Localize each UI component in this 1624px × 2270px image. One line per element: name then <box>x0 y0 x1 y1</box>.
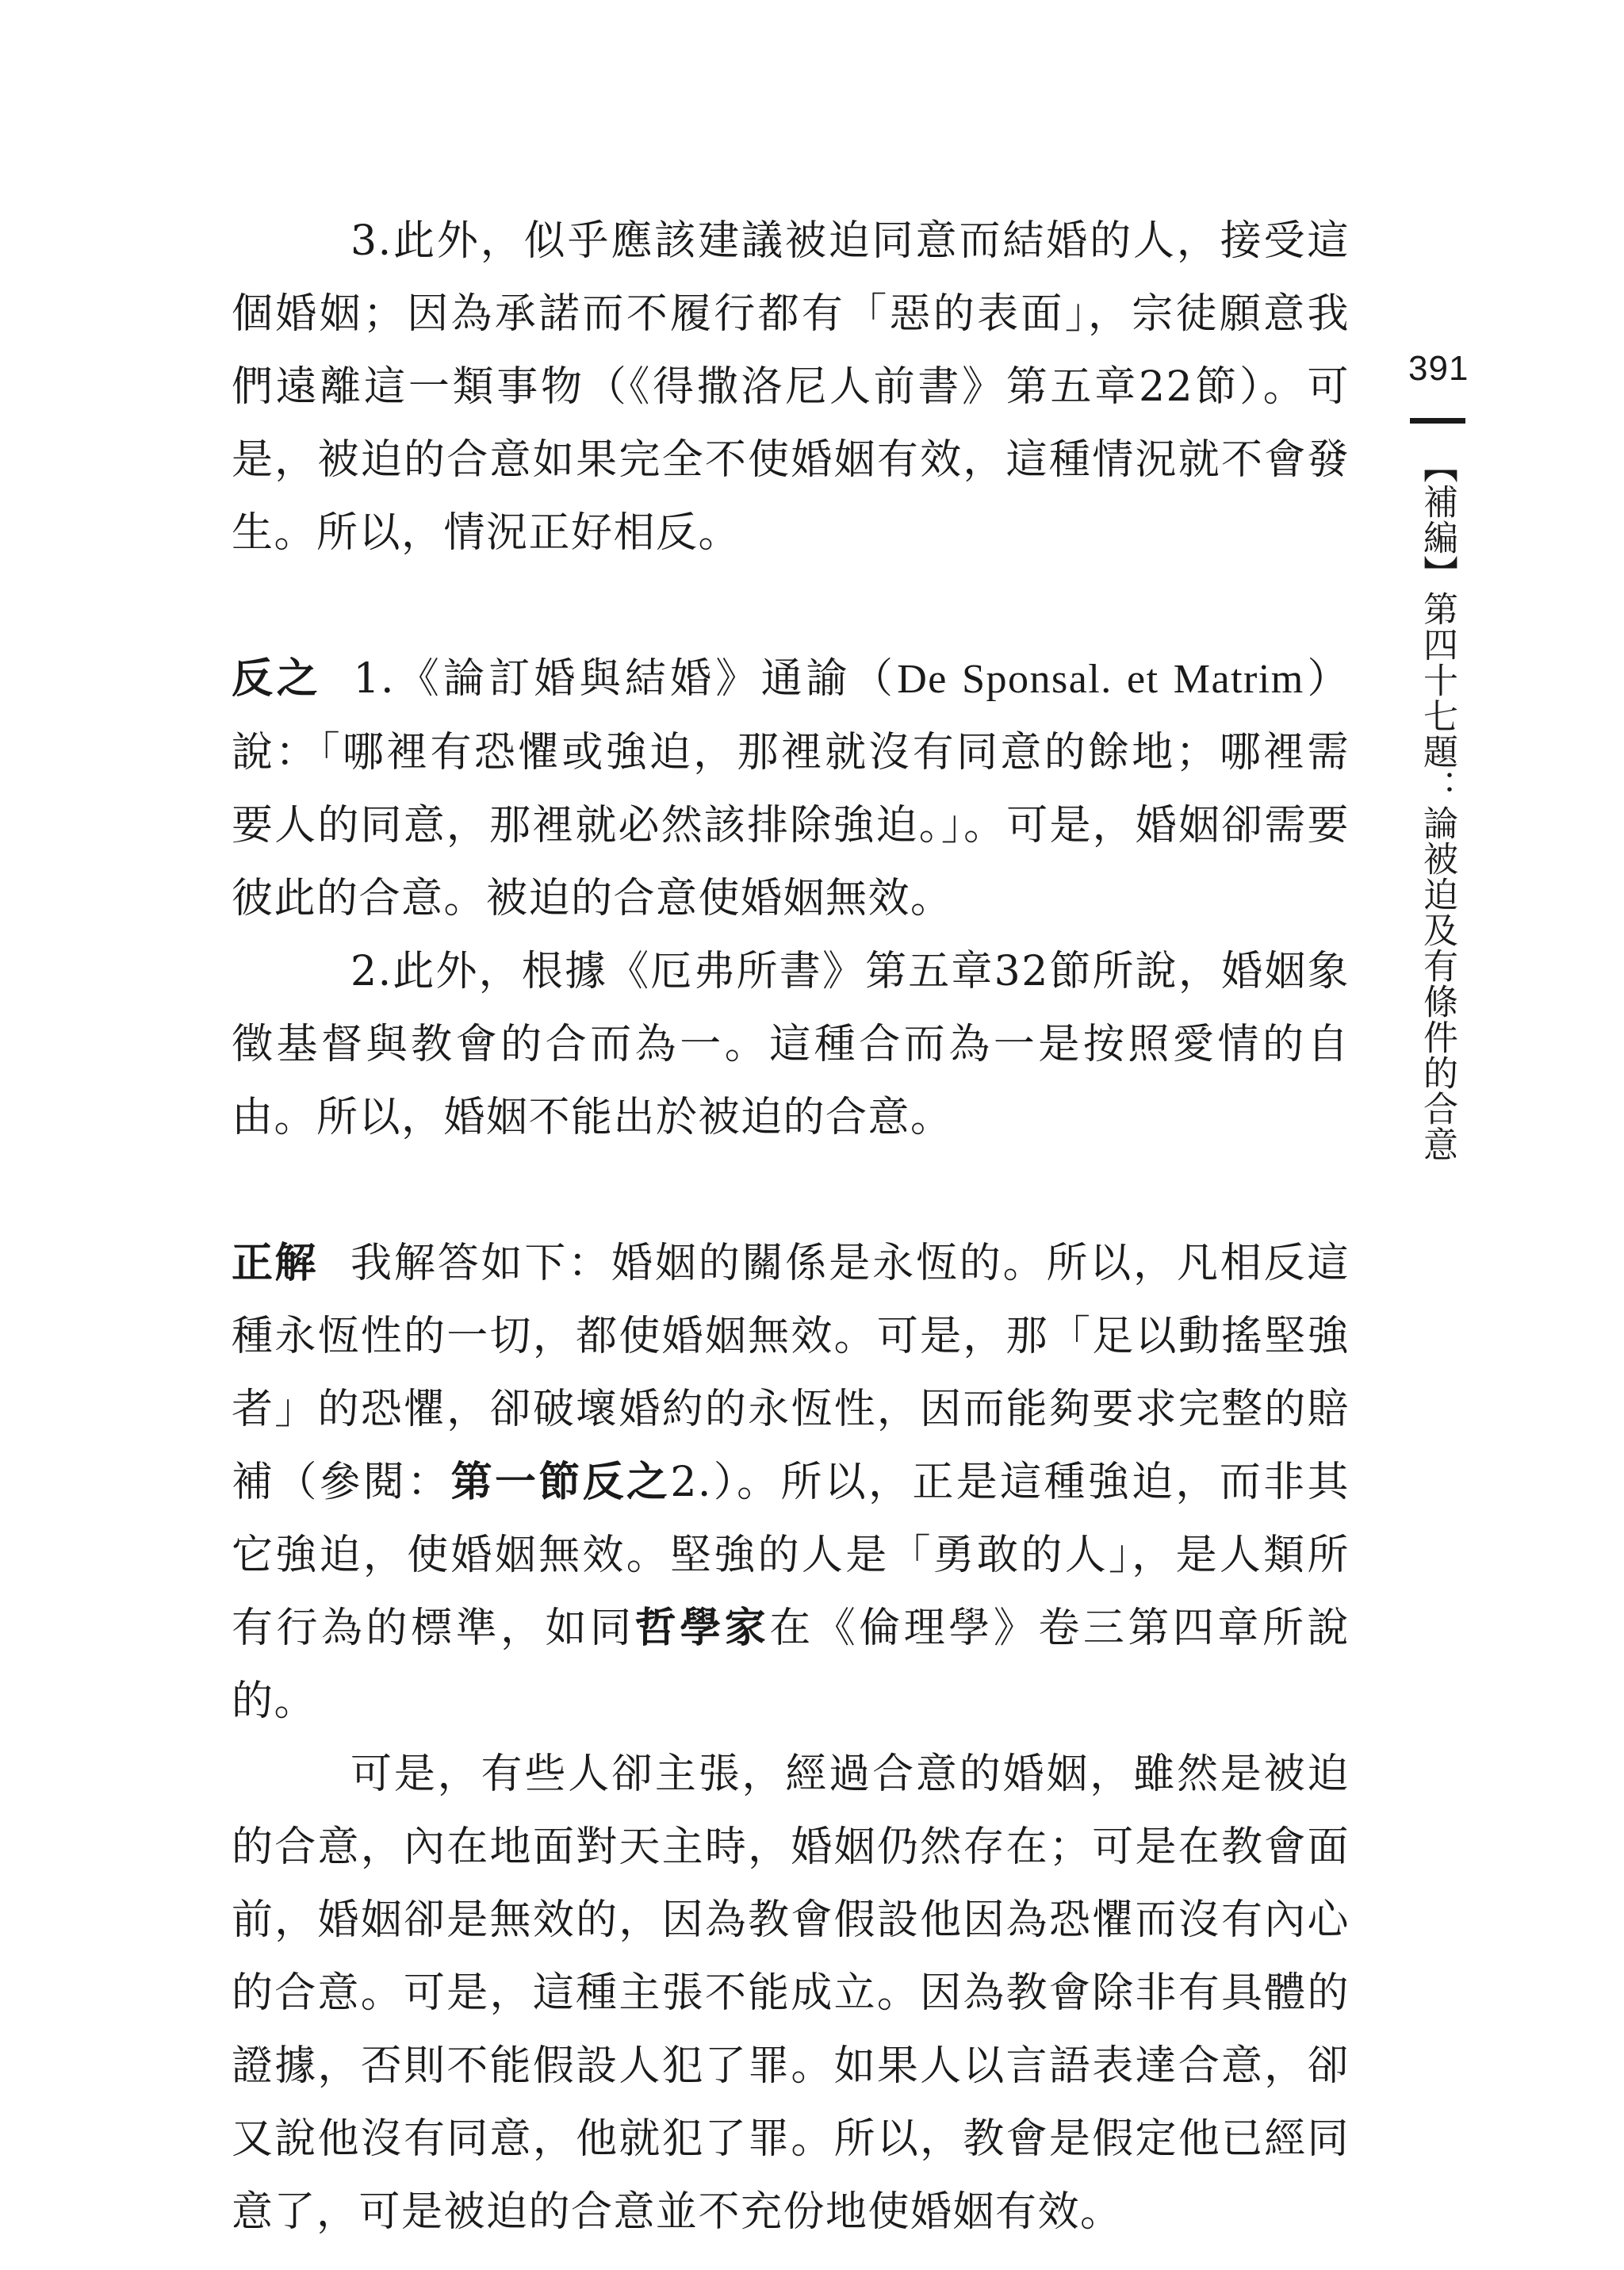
running-header: 【補編】第四十七題：論被迫及有條件的合意 <box>1417 448 1457 1162</box>
answer-text-b: 2.）。所以，正是這種強迫，而非其它強迫，使婚姻無效。堅強的人是「勇敢的人」，是人類所有行為的標準，如同 <box>232 1459 1350 1652</box>
cross-reference: 第一節反之 <box>450 1459 671 1506</box>
latin-title: De Sponsal. et Matrim <box>897 657 1304 702</box>
sed-contra-paragraph-1 <box>232 642 1350 935</box>
sed-contra-heading: 反之 <box>232 655 322 703</box>
answer-text-a: 我解答如下：婚姻的關係是永恆的。所以，凡相反這種永恆性的一切，都使婚姻無效。可是，那「足以動搖堅強者」的恐懼，卻破壞婚約的永恆性，因而能夠要求完整的賠補（參閱： <box>232 1240 1350 1506</box>
body-text <box>232 205 1350 2249</box>
sed-contra-1-rest: ）說：「哪裡有恐懼或強迫，那裡就沒有同意的餘地；哪裡需要人的同意，那裡就必然該排除強迫。」。可是，婚姻卻需要彼此的合意。被迫的合意使婚姻無效。 <box>232 655 1350 922</box>
answer-paragraph-1 <box>232 1227 1350 1738</box>
section-gap <box>232 1154 1350 1227</box>
answer-text-c: 在《倫理學》卷三第四章所說的。 <box>232 1605 1350 1725</box>
objection-paragraph-3: 3.此外，似乎應該建議被迫同意而結婚的人，接受這個婚姻；因為承諾而不履行都有「惡的表面」，宗徒願意我們遠離這一類事物（《得撒洛尼人前書》第五章22節）。可是，被迫的合意如果完全不使婚姻有效，這種情況就不會發生。所以，情況正好相反。 <box>232 217 1350 557</box>
philosopher-term: 哲學家 <box>634 1605 770 1652</box>
sed-contra-paragraph-2: 2.此外，根據《厄弗所書》第五章32節所說，婚姻象徵基督與教會的合而為一。這種合而為一是按照愛情的自由。所以，婚姻不能出於被迫的合意。 <box>232 948 1350 1141</box>
page-number: 391 <box>1408 349 1469 388</box>
section-gap <box>232 569 1350 642</box>
margin-rule <box>1410 418 1465 424</box>
answer-paragraph-2: 可是，有些人卻主張，經過合意的婚姻，雖然是被迫的合意，內在地面對天主時，婚姻仍然存在；可是在教會面前，婚姻卻是無效的，因為教會假設他因為恐懼而沒有內心的合意。可是，這種主張不能成立。因為教會除非有具體的證據，否則不能假設人犯了罪。如果人以言語表達合意，卻又說他沒有同意，他就犯了罪。所以，教會是假定他已經同意了，可是被迫的合意並不充份地使婚姻有效。 <box>232 1750 1350 2236</box>
answer-heading: 正解 <box>232 1240 318 1287</box>
sed-contra-1-prefix: 1.《論訂婚與結婚》通諭（ <box>353 655 898 703</box>
